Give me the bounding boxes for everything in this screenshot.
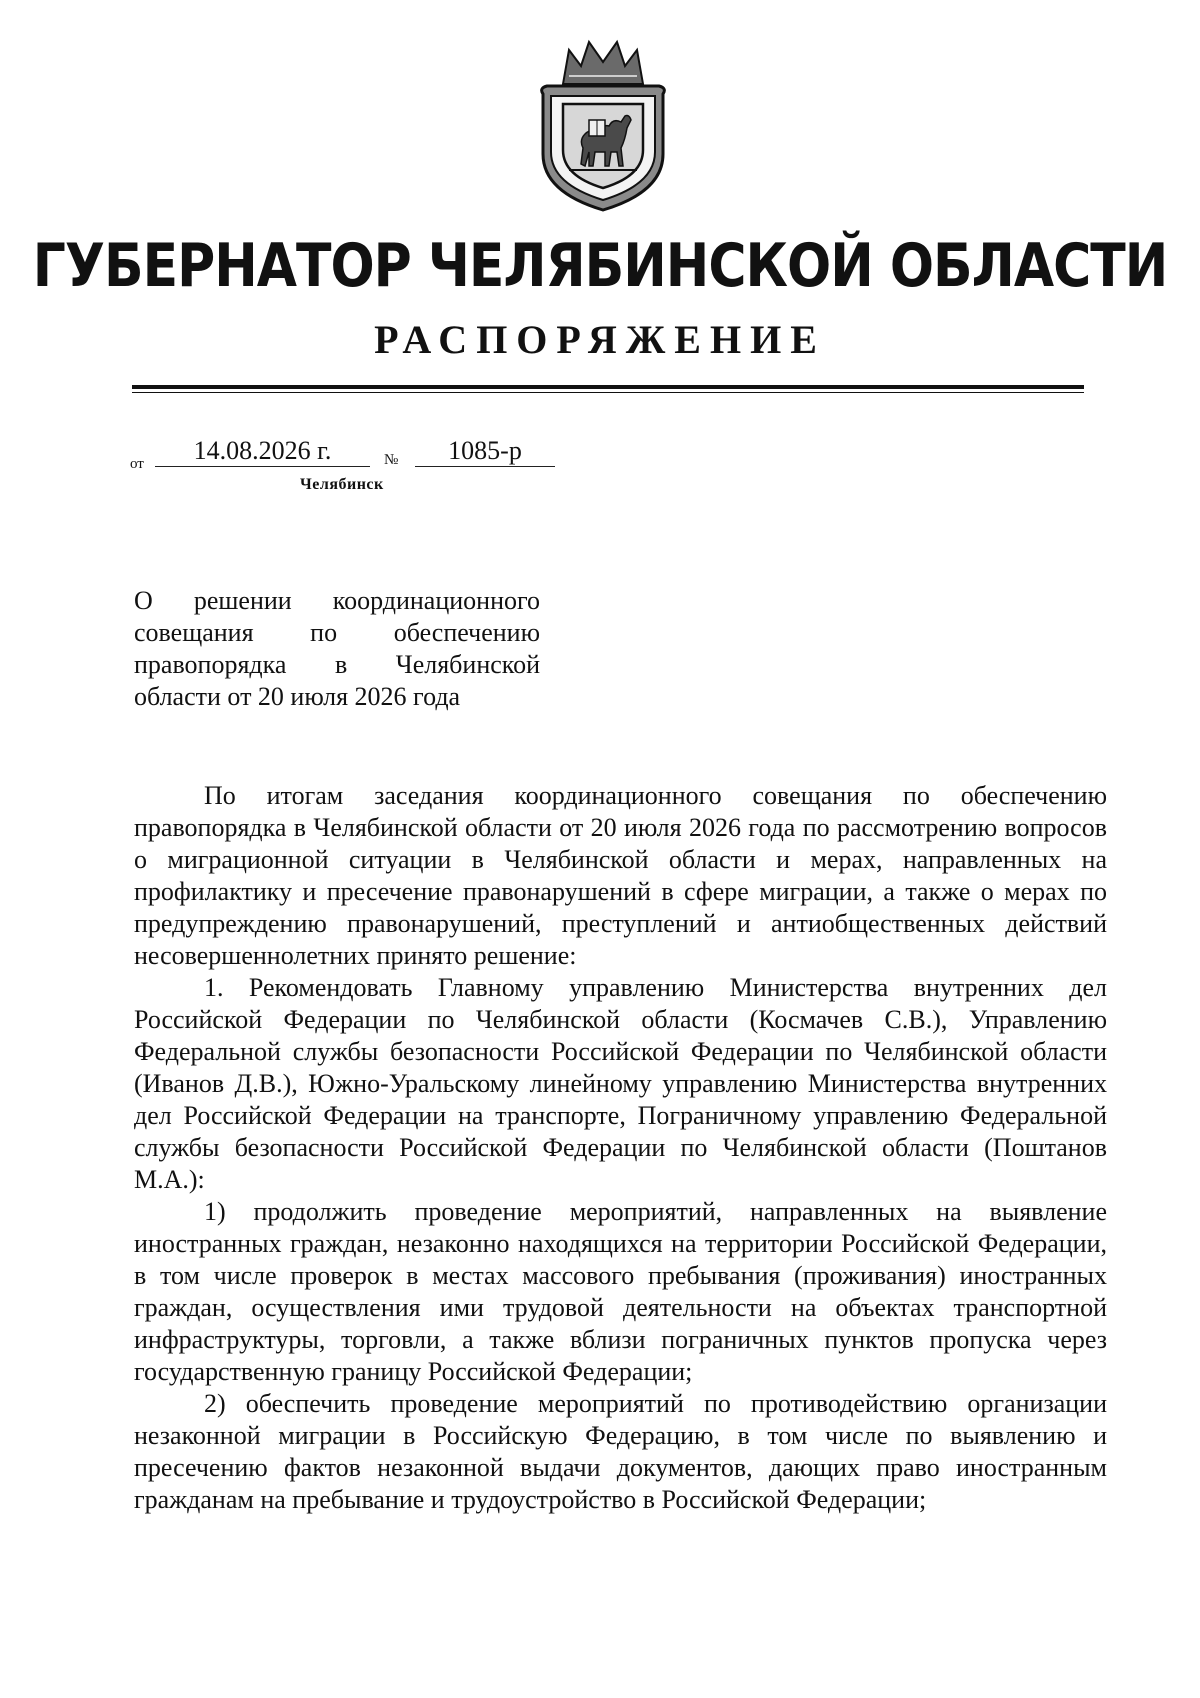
subject-line: области от 20 июля 2026 года — [134, 682, 461, 711]
subject-line: О решении координационного — [134, 586, 540, 615]
issuer-title: ГУБЕРНАТОР ЧЕЛЯБИНСКОЙ ОБЛАСТИ — [32, 232, 1168, 301]
header-rule-thick — [132, 385, 1084, 389]
document-number: 1085-р — [415, 436, 555, 467]
date-prefix-label: от — [130, 456, 144, 472]
body-paragraph-subitem-2: 2) обеспечить проведение мероприятий по противодействию организации незаконной миграции в Российскую Федерацию, в том числе по выявлению и пресечению фактов незаконной выдачи документов, дающих право иностранным гражданам на пребывание и трудоустройство в Российской Федерации; — [134, 1389, 1107, 1514]
subject-line: совещания по обеспечению — [134, 618, 540, 647]
document-body — [134, 780, 1107, 1516]
header-rule-thin — [132, 392, 1084, 393]
body-paragraph-item-1: 1. Рекомендовать Главному управлению Министерства внутренних дел Российской Федерации по Челябинской области (Космачев С.В.), Управлению Федеральной службы безопасности Российской Федерации по Челябинской области (Иванов Д.В.), Южно-Уральскому линейному управлению Министерства внутренних дел Российской Федерации на транспорте, Пограничному управлению Федеральной службы безопасности Российской Федерации по Челябинской области (Поштанов М.А.): — [134, 973, 1107, 1194]
subject-line: правопорядка в Челябинской — [134, 650, 540, 679]
coat-of-arms-emblem — [529, 36, 677, 214]
document-subject — [134, 585, 540, 713]
number-sign-label: № — [384, 452, 399, 468]
body-paragraph-preamble: По итогам заседания координационного совещания по обеспечению правопорядка в Челябинской области от 20 июля 2026 года по рассмотрению вопросов о миграционной ситуации в Челябинской области и мерах, направленных на профилактику и пресечение правонарушений в сфере миграции, а также о мерах по предупреждению правонарушений, преступлений и антиобщественных действий несовершеннолетних принято решение: — [134, 781, 1107, 970]
issue-city: Челябинск — [300, 476, 384, 493]
document-type-title: РАСПОРЯЖЕНИЕ — [374, 317, 826, 362]
body-paragraph-subitem-1: 1) продолжить проведение мероприятий, направленных на выявление иностранных граждан, незаконно находящихся на территории Российской Федерации, в том числе проверок в местах массового пребывания (проживания) иностранных граждан, осуществления ими трудовой деятельности на объектах транспортной инфраструктуры, торговли, а также вблизи пограничных пунктов пропуска через государственную границу Российской Федерации; — [134, 1197, 1107, 1386]
document-date: 14.08.2026 г. — [155, 436, 370, 467]
